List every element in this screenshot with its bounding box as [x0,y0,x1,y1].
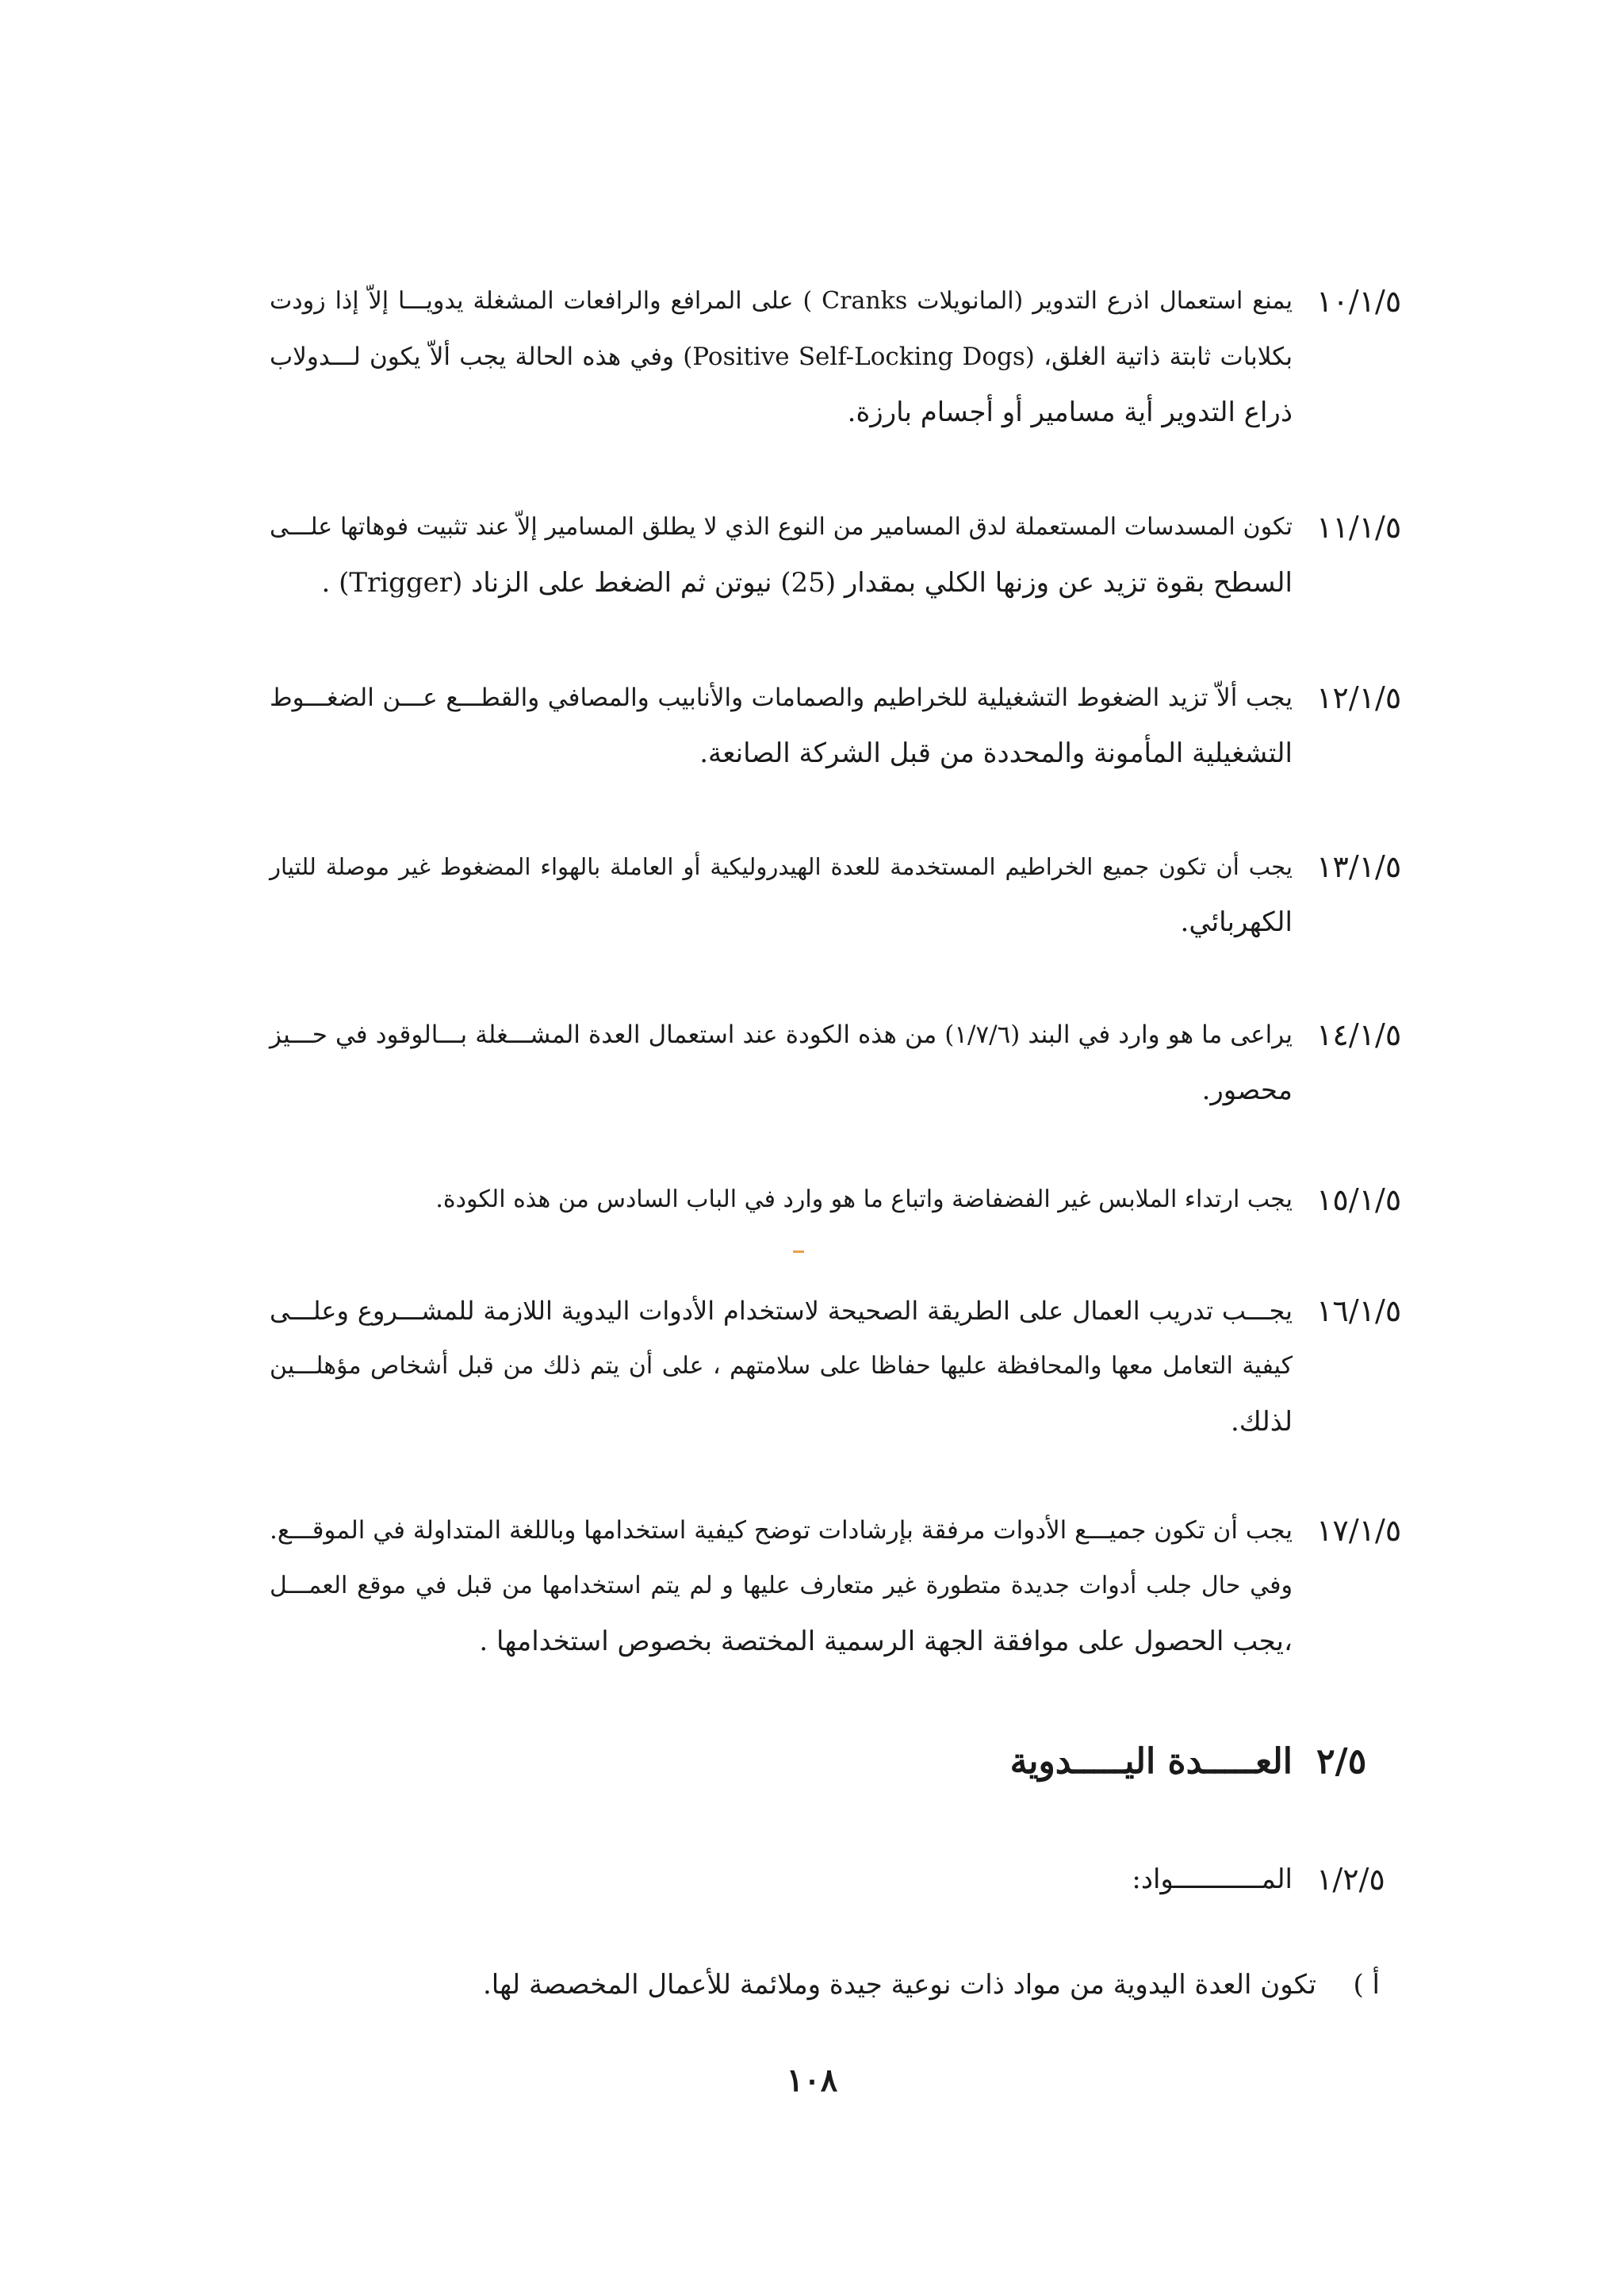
section-number: ٢/٥ [1316,1741,1367,1782]
clause-number: ١١/١/٥ [1316,510,1402,545]
clause-12 [270,670,1443,789]
clause-line: بكلابات ثابتة ذاتية الغلق، (Positive Self-Locking Dogs) وفي هذه الحالة يجب ألاّ يكون لـــدولاب [270,343,1293,371]
clause-line: يجب ألاّ تزيد الضغوط التشغيلية للخراطيم والصمامات والأنابيب والمصافي والقطـــع عـــن الضغـــوط [270,684,1293,712]
clause-line: وفي حال جلب أدوات جديدة متطورة غير متعارف عليها و لم يتم استخدامها من قبل في موقع العمـــل [270,1572,1293,1599]
clause-text [270,1503,1293,1669]
clause-17 [270,1503,1443,1677]
clause-number: ١٧/١/٥ [1316,1513,1402,1548]
clause-line: يجب أن تكون جميع الخراطيم المستخدمة للعدة الهيدروليكية أو العاملة بالهواء المضغوط غير موصلة للتيار [270,853,1293,880]
clause-line: يمنع استعمال اذرع التدوير (المانويلات Cranks ) على المرافع والرافعات المشغلة يدويـــا إلاّ إذا زودت [270,287,1293,315]
page-number: ١٠٨ [786,2062,838,2099]
clause-text [412,1172,1293,1227]
clause-text [270,670,1293,781]
section-heading [270,1730,1443,1802]
clause-line: يجـــب تدريب العمال على الطريقة الصحيحة لاستخدام الأدوات اليدوية اللازمة للمشـــروع وعلـــى [270,1296,1293,1326]
subsection-number: ١/٢/٥ [1316,1862,1385,1897]
section-title: العـــــدة اليـــــدوية [1009,1741,1293,1782]
clause-text [270,1007,1293,1118]
clause-line: ذراع التدوير أية مسامير أو أجسام بارزة. [847,396,1293,428]
clause-line: كيفية التعامل معها والمحافظة عليها حفاظا على سلامتهم ، على أن يتم ذلك من قبل أشخاص مؤهلـــين [270,1352,1293,1380]
clause-text [270,1283,1293,1450]
clause-text [270,274,1293,440]
clause-text [270,500,1293,611]
alpha-marker: أ ) [1353,1969,1380,2001]
clause-line: الكهربائي. [1180,906,1293,938]
clause-number: ١٠/١/٥ [1316,284,1402,319]
clause-number: ١٥/١/٥ [1316,1182,1402,1217]
subsection-title: المـــــــــــواد: [1132,1863,1293,1895]
clause-14 [270,1007,1443,1126]
clause-text [270,839,1293,950]
clause-line: لذلك. [1230,1406,1293,1438]
clause-line: التشغيلية المأمونة والمحددة من قبل الشركة الصانعة. [699,737,1293,769]
clause-11 [270,500,1443,618]
clause-number: ١٤/١/٥ [1316,1017,1402,1052]
clause-line: السطح بقوة تزيد عن وزنها الكلي بمقدار (25) نيوتن ثم الضغط على الزناد (Trigger) . [321,567,1293,599]
clause-line: تكون المسدسات المستعملة لدق المسامير من النوع الذي لا يطلق المسامير إلاّ عند تثبيت فوهاتها علـــى [270,513,1293,541]
clause-line: ،يجب الحصول على موافقة الجهة الرسمية المختصة بخصوص استخدامها . [479,1626,1293,1657]
scan-speck [793,1250,804,1253]
clause-number: ١٦/١/٥ [1316,1293,1402,1328]
alpha-item [270,1957,1380,2020]
clause-number: ١٢/١/٥ [1316,680,1402,715]
clause-16 [270,1283,1443,1457]
clause-15 [270,1172,1443,1235]
clause-line: يجب ارتداء الملابس غير الفضفاضة واتباع ما هو وارد في الباب السادس من هذه الكودة. [435,1185,1293,1213]
subsection-heading [270,1852,1443,1915]
clause-line: يجب أن تكون جميـــع الأدوات مرفقة بإرشادات توضح كيفية استخدامها وباللغة المتداولة في الموقـــع. [270,1516,1293,1545]
clause-line: محصور. [1201,1074,1293,1106]
clause-number: ١٣/١/٥ [1316,849,1402,884]
clause-10 [270,274,1443,448]
clause-13 [270,839,1443,958]
alpha-text: تكون العدة اليدوية من مواد ذات نوعية جيدة وملائمة للأعمال المخصصة لها. [482,1969,1316,2001]
clause-line: يراعى ما هو وارد في البند (١/٧/٦) من هذه الكودة عند استعمال العدة المشـــغلة بـــالوقود في حـــيز [270,1021,1293,1049]
